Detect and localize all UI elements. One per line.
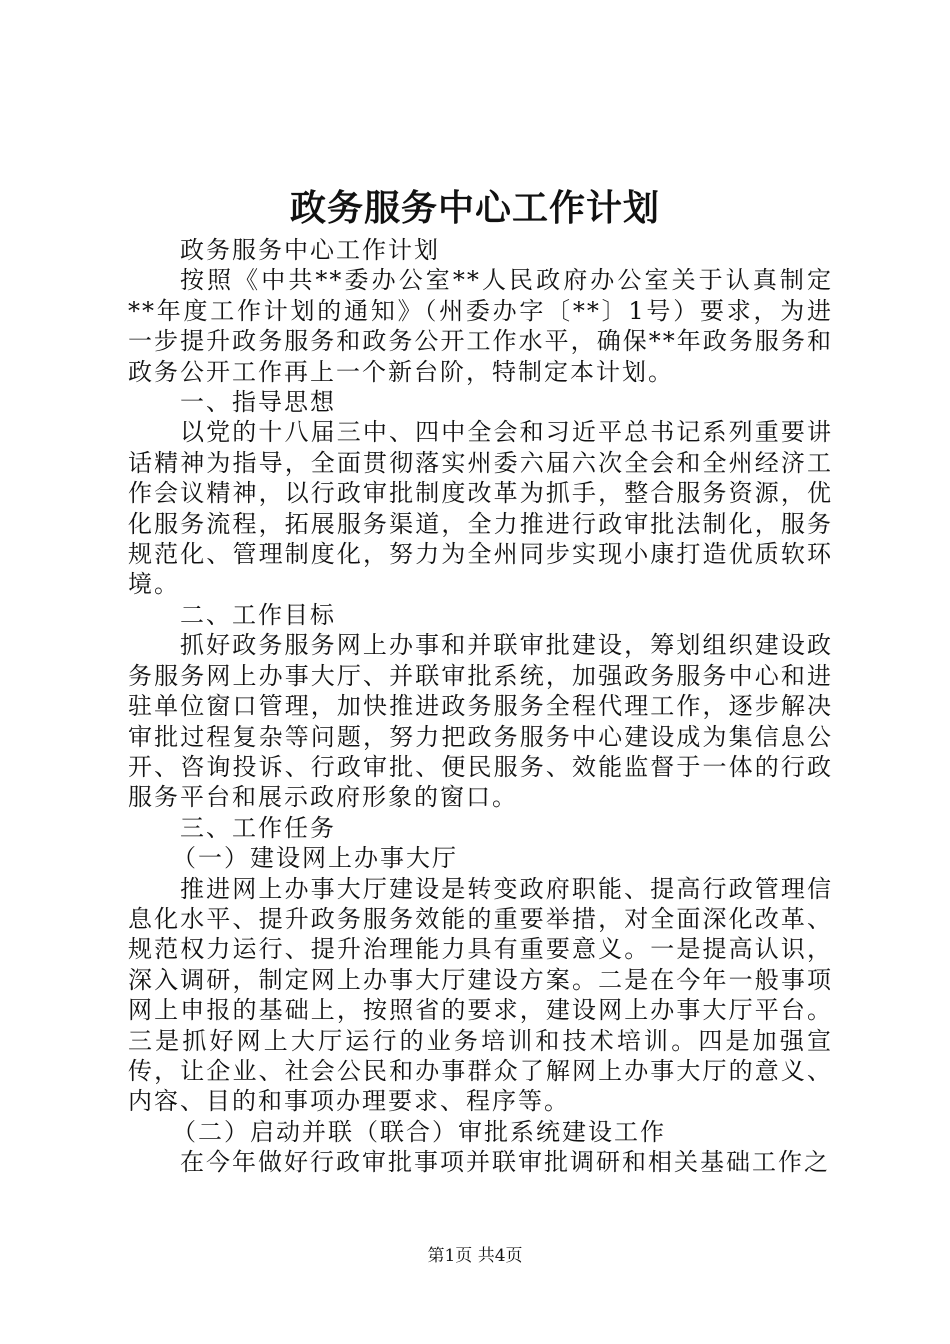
- page-footer: 第1页 共4页: [427, 1246, 523, 1266]
- paragraph-parallel-approval: 在今年做好行政审批事项并联审批调研和相关基础工作之: [180, 1148, 830, 1177]
- heading-work-tasks: 三、工作任务: [180, 813, 336, 842]
- paragraph-guiding-ideology: 以党的十八届三中、四中全会和习近平总书记系列重要讲话精神为指导，全面贯彻落实州委六届六次全会和全州经济工作会议精神，以行政审批制度改革为抓手，整合服务资源，优化服务流程，拓展服务渠道，全力推进行政审批法制化，服务规范化、管理制度化，努力为全州同步实现小康打造优质软环境。: [128, 418, 833, 599]
- subheading-online-hall: （一）建设网上办事大厅: [172, 844, 458, 873]
- paragraph-intro: 按照《中共**委办公室**人民政府办公室关于认真制定**年度工作计划的通知》（州委办字〔**〕1号）要求，为进一步提升政务服务和政务公开工作水平，确保**年政务服务和政务公开工作再上一个新台阶，特制定本计划。: [128, 266, 833, 386]
- subheading-parallel-approval: （二）启动并联（联合）审批系统建设工作: [172, 1117, 666, 1146]
- heading-guiding-ideology: 一、指导思想: [180, 388, 336, 417]
- paragraph-work-goals: 抓好政务服务网上办事和并联审批建设，筹划组织建设政务服务网上办事大厅、并联审批系统，加强政务服务中心和进驻单位窗口管理，加快推进政务服务全程代理工作，逐步解决审批过程复杂等问题，努力把政务服务中心建设成为集信息公开、咨询投诉、行政审批、便民服务、效能监督于一体的行政服务平台和展示政府形象的窗口。: [128, 631, 833, 812]
- paragraph-online-hall: 推进网上办事大厅建设是转变政府职能、提高行政管理信息化水平、提升政务服务效能的重要举措，对全面深化改革、规范权力运行、提升治理能力具有重要意义。一是提高认识，深入调研，制定网上办事大厅建设方案。二是在今年一般事项网上申报的基础上，按照省的要求，建设网上办事大厅平台。三是抓好网上大厅运行的业务培训和技术培训。四是加强宣传，让企业、社会公民和办事群众了解网上办事大厅的意义、内容、目的和事项办理要求、程序等。: [128, 874, 833, 1116]
- document-body: [128, 235, 833, 1178]
- heading-work-goals: 二、工作目标: [180, 600, 336, 629]
- paragraph-subtitle: 政务服务中心工作计划: [180, 236, 440, 264]
- document-title: 政务服务中心工作计划: [289, 187, 660, 229]
